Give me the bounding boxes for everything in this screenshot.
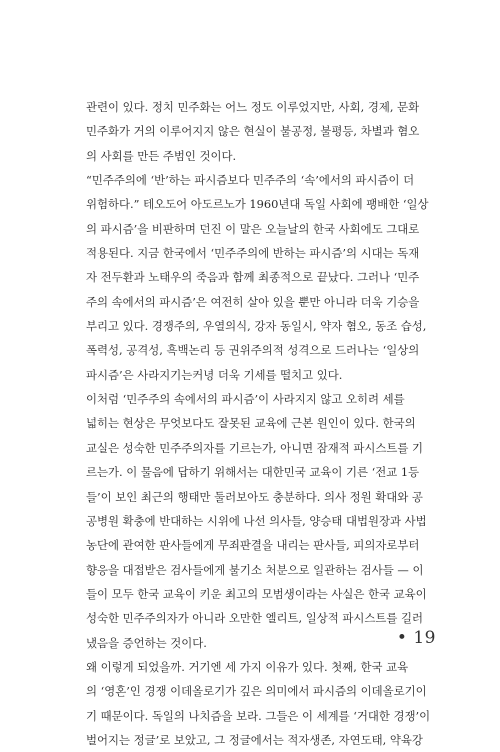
text-line: 주의 속에서의 파시즘’은 여전히 살아 있을 뿐만 아니라 더욱 기승을 (86, 294, 420, 309)
text-line: 벌어지는 정글’로 보았고, 그 정글에서는 적자생존, 자연도태, 약육강 (86, 732, 423, 747)
text-line: 의 파시즘’을 비판하며 던진 이 말은 오늘날의 한국 사회에도 그대로 (86, 221, 420, 236)
text-line: 넓히는 현상은 무엇보다도 잘못된 교육에 근본 원인이 있다. 한국의 (86, 416, 416, 431)
text-line: 이처럼 ‘민주주의 속에서의 파시즘’이 사라지지 않고 오히려 세를 (86, 392, 405, 407)
body-text (86, 95, 436, 752)
text-line: 성숙한 민주주의자가 아니라 오만한 엘리트, 일상적 파시스트를 길러 (86, 611, 424, 626)
text-line: 기 때문이다. 독일의 나치즘을 보라. 그들은 이 세계를 ‘거대한 경쟁’이 (86, 708, 431, 723)
text-line: 위험하다.” 테오도어 아도르노가 1960년대 독일 사회에 팽배한 ‘일상 (86, 197, 429, 212)
page-number: • 19 (396, 628, 436, 648)
text-line: 폭력성, 공격성, 흑백논리 등 권위주의적 성격으로 드러나는 ‘일상의 (86, 343, 420, 358)
text-line: 냈음을 증언하는 것이다. (86, 635, 207, 650)
text-line: 자 전두환과 노태우의 죽음과 함께 최종적으로 끝났다. 그러나 ‘민주 (86, 270, 420, 285)
text-line: 들’이 보인 최근의 행태만 둘러보아도 충분하다. 의사 정원 확대와 공 (86, 489, 423, 504)
text-line: 적용된다. 지금 한국에서 ‘민주주의에 반하는 파시즘’의 시대는 독재 (86, 246, 420, 261)
text-line: 관련이 있다. 정치 민주화는 어느 정도 이루었지만, 사회, 경제, 문화 (86, 100, 420, 114)
text-line: 교실은 성숙한 민주주의자를 기르는가, 아니면 잠재적 파시스트를 기 (86, 440, 424, 455)
text-line: 의 ‘영혼’인 경쟁 이데올로기가 깊은 의미에서 파시즘의 이데올로기이 (86, 684, 427, 699)
text-line: 들이 모두 한국 교육이 키운 최고의 모범생이라는 사실은 한국 교육이 (86, 586, 427, 601)
text-line: 의 사회를 만든 주범인 것이다. (86, 148, 237, 163)
text-line: 향응을 대접받은 검사들에게 불기소 처분으로 일관하는 검사들 — 이 (86, 562, 424, 577)
text-line: 민주화가 거의 이루어지지 않은 현실이 불공정, 불평등, 차별과 혐오 (86, 124, 420, 139)
text-line: 부리고 있다. 경쟁주의, 우열의식, 강자 동일시, 약자 혐오, 동조 습성, (86, 319, 427, 334)
text-line: 공병원 확충에 반대하는 시위에 나선 의사들, 양승태 대법원장과 사법 (86, 513, 427, 528)
text-line: “민주주의에 ‘반’하는 파시즘보다 민주주의 ‘속’에서의 파시즘이 더 (86, 173, 415, 188)
text-line: 왜 이렇게 되었을까. 거기엔 세 가지 이유가 있다. 첫째, 한국 교육 (86, 659, 409, 674)
text-line: 르는가. 이 물음에 답하기 위해서는 대한민국 교육이 기른 ‘전교 1등 (86, 465, 420, 480)
text-line: 파시즘’은 사라지기는커녕 더욱 기세를 떨치고 있다. (86, 367, 343, 382)
text-line: 농단에 관여한 판사들에게 무죄판결을 내리는 판사들, 피의자로부터 (86, 538, 420, 553)
